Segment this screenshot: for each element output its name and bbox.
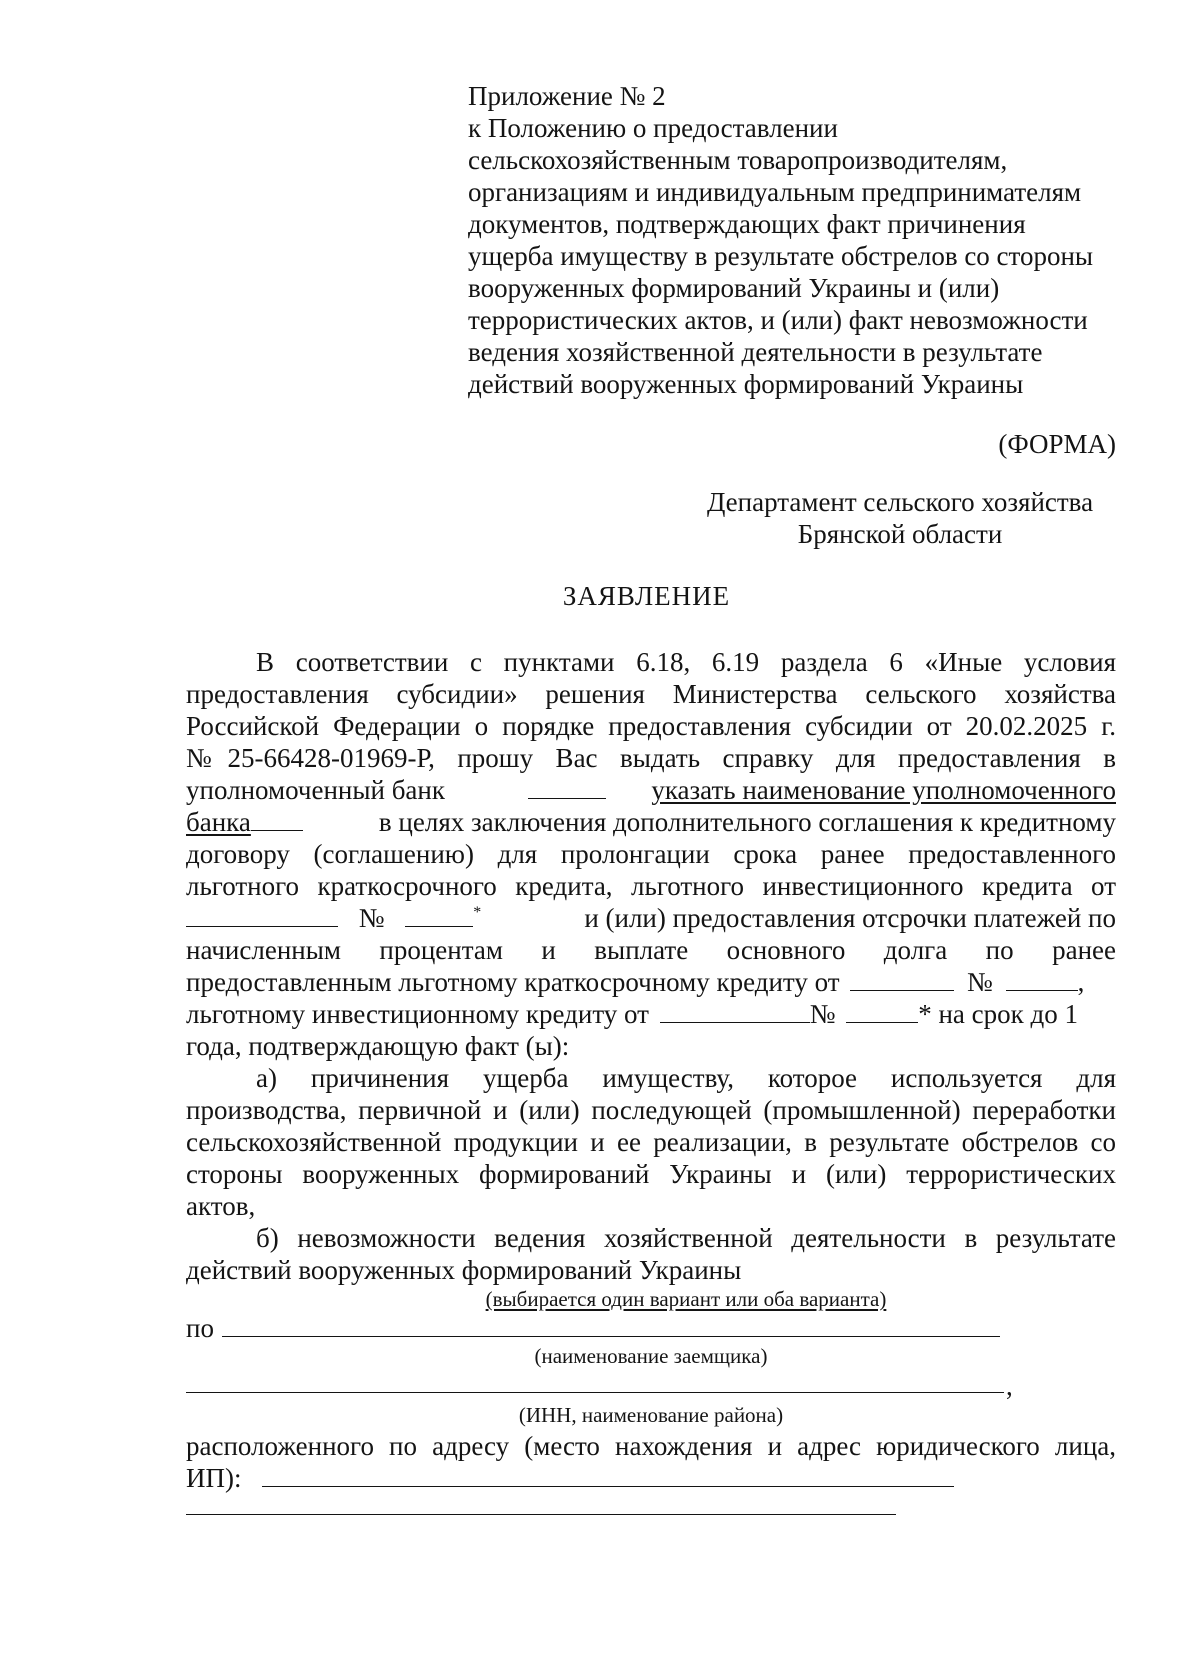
clause-a-line: стороны вооруженных формирований Украины и (или) террористических <box>186 1159 1116 1189</box>
document-title: ЗАЯВЛЕНИЕ <box>562 581 731 611</box>
investment-credit-date-field[interactable] <box>660 998 810 1023</box>
address-field[interactable] <box>262 1486 954 1487</box>
choice-note: (выбирается один вариант или оба варианта) <box>485 1287 887 1311</box>
number-sign: № <box>809 999 836 1029</box>
clause-a-line: сельскохозяйственной продукции и ее реализации, в результате обстрелов со <box>186 1127 1116 1157</box>
clause-b-line: действий вооруженных формирований Украины <box>186 1255 742 1285</box>
body-line-bank-purpose <box>186 806 1116 838</box>
bank-name-suffix-field[interactable] <box>251 806 303 831</box>
clause-a-line: а) причинения ущерба имуществу, которое используется для <box>256 1063 1116 1093</box>
form-label: (ФОРМА) <box>998 429 1116 459</box>
body-line: В соответствии с пунктами 6.18, 6.19 раздела 6 «Иные условия <box>256 647 1116 677</box>
clause-a-line: актов, <box>186 1191 256 1221</box>
body-line: договору (соглашению) для пролонгации срока ранее предоставленного <box>186 839 1116 869</box>
borrower-line <box>186 1312 1116 1342</box>
address-line: расположенного по адресу (место нахождения и адрес юридического лица, <box>186 1431 1116 1461</box>
credit-number-field[interactable] <box>405 902 473 927</box>
body-line: года, подтверждающую факт (ы): <box>186 1031 570 1061</box>
credit-date-field[interactable] <box>186 902 338 927</box>
address-field-continued[interactable] <box>186 1514 896 1515</box>
bank-name-prefix-field[interactable] <box>528 774 606 799</box>
appendix-line: террористических актов, и (или) факт невозможности <box>468 305 1088 335</box>
number-sign: № <box>358 903 385 933</box>
body-line: льготного краткосрочного кредита, льготного инвестиционного кредита от <box>186 871 1116 901</box>
appendix-line: Приложение № 2 <box>468 81 666 111</box>
body-line: №25-66428-01969-Р, прошу Вас выдать справку для предоставления в <box>186 743 1116 773</box>
short-credit-date-field[interactable] <box>850 966 954 991</box>
body-text: предоставленным льготному краткосрочному кредиту от <box>186 967 840 997</box>
body-line-credit-number <box>186 902 1116 934</box>
addressee-line: Брянской области <box>797 519 1003 549</box>
borrower-name-field[interactable] <box>222 1336 1000 1337</box>
addressee <box>690 486 1110 550</box>
investment-credit-number-field[interactable] <box>846 998 918 1023</box>
appendix-line: к Положению о предоставлении <box>468 113 838 143</box>
body-line: предоставления субсидии» решения Министерства сельского хозяйства <box>186 679 1116 709</box>
borrower-caption: (наименование заемщика) <box>534 1344 768 1368</box>
inn-line <box>186 1372 1116 1402</box>
body-line-bank <box>186 774 1116 806</box>
po-label: по <box>186 1313 214 1343</box>
body-text: и (или) предоставления отсрочки платежей по <box>584 903 1116 933</box>
body-line: начисленным процентам и выплате основного долга по ранее <box>186 935 1116 965</box>
body-text: в целях заключения дополнительного соглашения к кредитному <box>378 807 1116 837</box>
inn-caption: (ИНН, наименование района) <box>518 1403 784 1427</box>
clause-a-line: производства, первичной и (или) последующей (промышленной) переработки <box>186 1095 1116 1125</box>
appendix-line: вооруженных формирований Украины и (или) <box>468 273 1000 303</box>
appendix-line: действий вооруженных формирований Украины <box>468 369 1024 399</box>
appendix-line: организациям и индивидуальным предпринимателям <box>468 177 1082 207</box>
body-text: льготному инвестиционному кредиту от <box>186 999 649 1029</box>
appendix-header <box>468 80 1128 400</box>
body-line-short-credit <box>186 966 1116 998</box>
clause-b-line: б) невозможности ведения хозяйственной деятельности в результате <box>256 1223 1116 1253</box>
body-text: уполномоченный банк <box>186 775 445 805</box>
inn-district-field[interactable] <box>186 1392 1004 1393</box>
short-credit-number-field[interactable] <box>1006 966 1078 991</box>
bank-name-hint: указать наименование уполномоченного <box>651 775 1116 805</box>
number-sign: № <box>967 967 993 997</box>
appendix-line: сельскохозяйственным товаропроизводителям, <box>468 145 1008 175</box>
address-line-2 <box>186 1462 1116 1494</box>
ip-label: ИП): <box>186 1463 242 1493</box>
footnote-mark: * <box>473 904 482 921</box>
address-line-3 <box>186 1494 1116 1526</box>
addressee-line: Департамент сельского хозяйства <box>706 487 1094 517</box>
body-text: * на срок до 1 <box>918 999 1079 1029</box>
body-line-investment-credit <box>186 998 1116 1030</box>
body-line: Российской Федерации о порядке предоставления субсидии от 20.02.2025 г. <box>186 711 1116 741</box>
comma: , <box>1006 1371 1013 1401</box>
comma: , <box>1077 967 1085 997</box>
appendix-line: документов, подтверждающих факт причинения <box>468 209 1026 239</box>
appendix-line: ущерба имуществу в результате обстрелов со стороны <box>468 241 1094 271</box>
application-body <box>186 646 1116 1526</box>
appendix-line: ведения хозяйственной деятельности в результате <box>468 337 1043 367</box>
bank-name-hint-continued: банка <box>186 807 251 837</box>
